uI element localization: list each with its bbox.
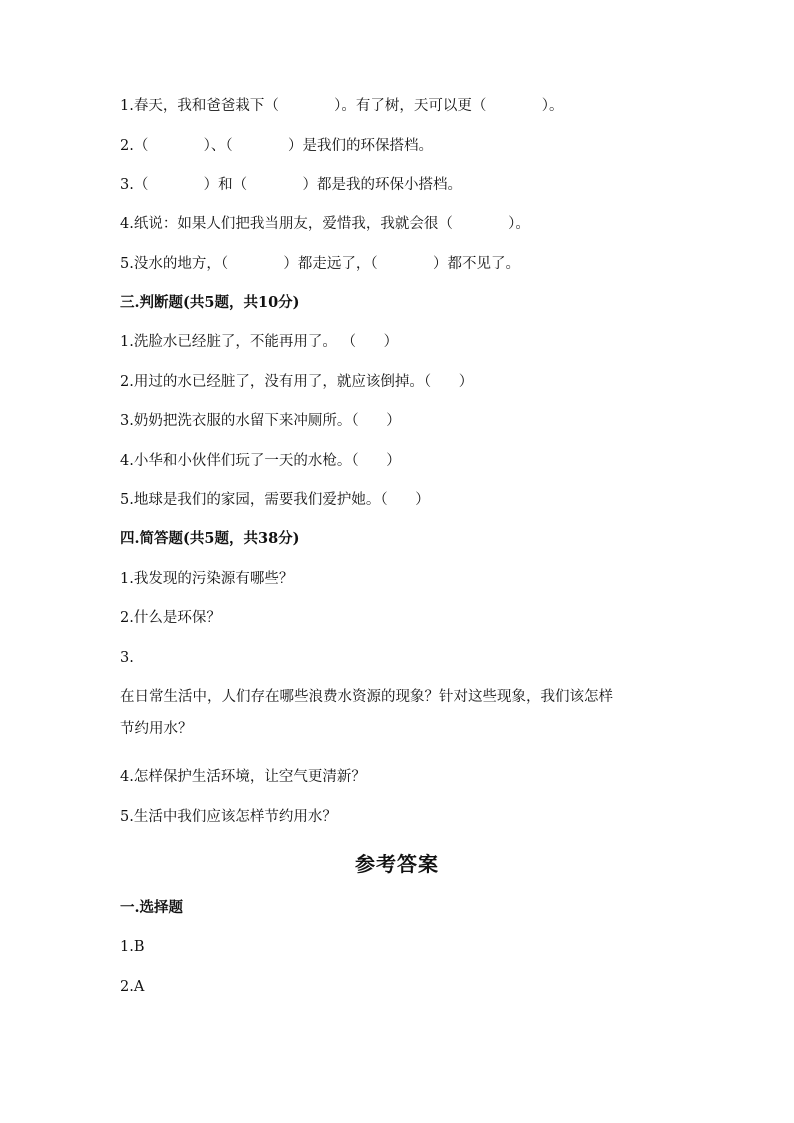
fill-blank-question-4: 4.纸说：如果人们把我当朋友，爱惜我，我就会很（ ）。 — [120, 216, 530, 232]
short-answer-question-4: 4.怎样保护生活环境，让空气更清新？ — [120, 769, 366, 785]
judge-section-heading: 三.判断题(共5题，共10分) — [120, 294, 300, 311]
judge-question-1: 1.洗脸水已经脏了，不能再用了。 （ ） — [120, 334, 399, 350]
fill-blank-question-3: 3.（ ）和（ ）都是我的环保小搭档。 — [120, 177, 462, 193]
answer-1: 1.B — [120, 939, 145, 955]
fill-blank-question-2: 2.（ ）、（ ）是我们的环保搭档。 — [120, 138, 433, 154]
short-answer-section-heading: 四.简答题(共5题，共38分) — [120, 530, 300, 547]
short-answer-question-3-line-1: 在日常生活中，人们存在哪些浪费水资源的现象？针对这些现象，我们该怎样 — [120, 689, 613, 705]
judge-question-2: 2.用过的水已经脏了，没有用了，就应该倒掉。（ ） — [120, 374, 474, 390]
short-answer-question-3-number: 3. — [120, 650, 134, 666]
fill-blank-question-5: 5.没水的地方，（ ）都走远了，（ ）都不见了。 — [120, 256, 520, 272]
judge-question-4: 4.小华和小伙伴们玩了一天的水枪。（ ） — [120, 453, 401, 469]
short-answer-question-3-line-2: 节约用水？ — [120, 721, 193, 737]
short-answer-question-1: 1.我发现的污染源有哪些？ — [120, 571, 294, 587]
judge-question-3: 3.奶奶把洗衣服的水留下来冲厕所。（ ） — [120, 413, 401, 429]
answers-section-1-heading: 一.选择题 — [120, 899, 184, 916]
judge-question-5: 5.地球是我们的家园，需要我们爱护她。（ ） — [120, 492, 430, 508]
short-answer-question-2: 2.什么是环保？ — [120, 610, 221, 626]
answers-title: 参考答案 — [355, 852, 439, 876]
short-answer-question-5: 5.生活中我们应该怎样节约用水？ — [120, 809, 337, 825]
fill-blank-question-1: 1.春天，我和爸爸栽下（ ）。有了树，天可以更（ ）。 — [120, 98, 564, 114]
answer-2: 2.A — [120, 979, 145, 995]
